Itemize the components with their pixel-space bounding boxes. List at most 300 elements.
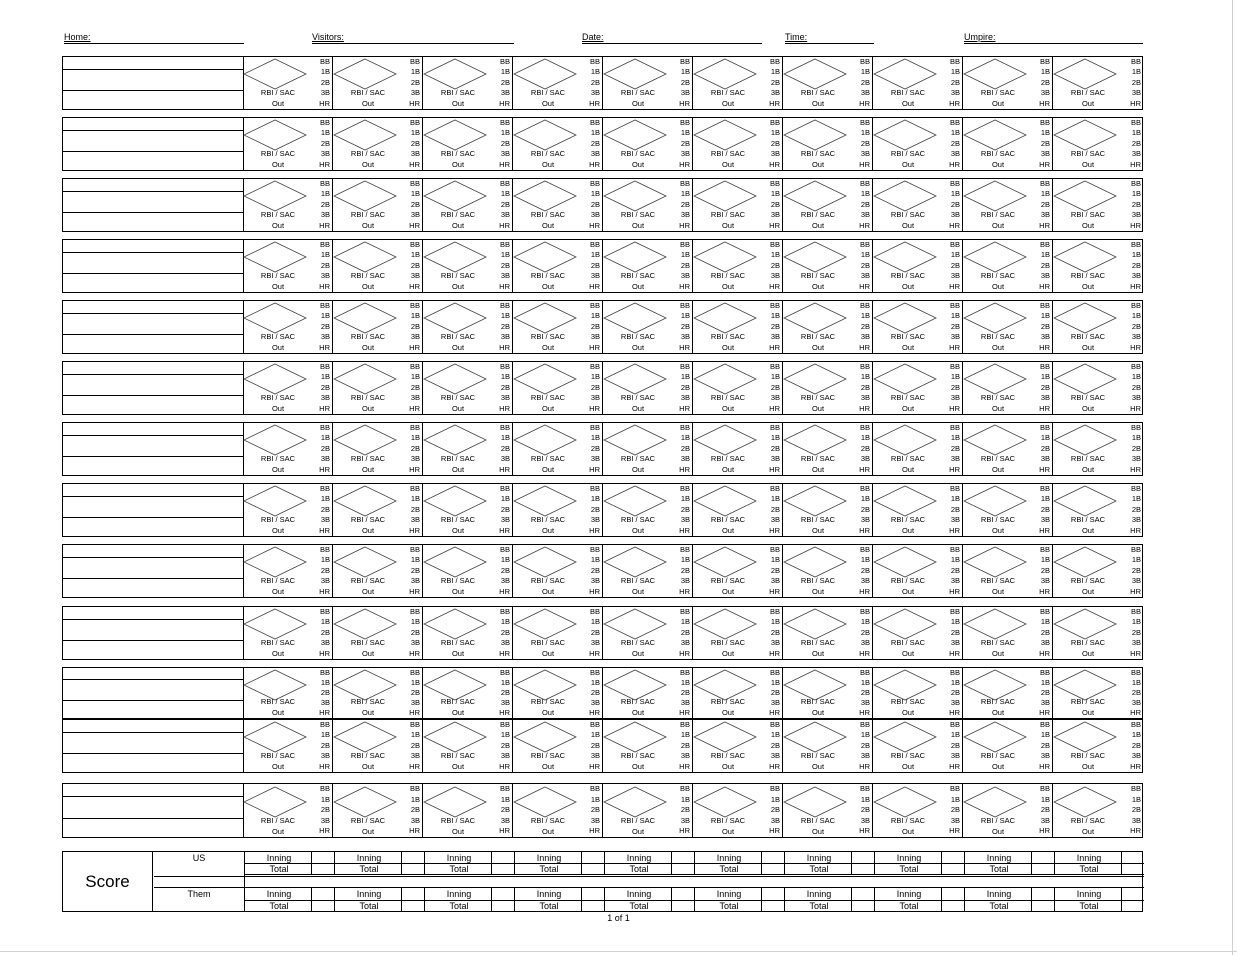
inning-cell[interactable] <box>693 423 783 475</box>
inning-cell[interactable] <box>783 362 873 414</box>
inning-cell[interactable] <box>963 607 1053 659</box>
inning-cell[interactable] <box>963 179 1053 231</box>
batter-name-box[interactable] <box>63 423 244 475</box>
inning-cell[interactable] <box>1053 784 1143 837</box>
inning-cell[interactable] <box>423 179 513 231</box>
bases-list <box>859 179 870 231</box>
base-label: 3B <box>950 332 960 342</box>
base-label: BB <box>769 301 780 310</box>
inning-cell[interactable] <box>783 118 873 170</box>
inning-cell[interactable] <box>1053 301 1143 353</box>
base-label: 3B <box>1131 332 1141 342</box>
inning-cell[interactable] <box>423 240 513 292</box>
inning-cell[interactable] <box>873 668 963 718</box>
inning-cell[interactable] <box>423 484 513 536</box>
inning-cell[interactable] <box>693 179 783 231</box>
out-label: Out <box>541 526 555 535</box>
base-label: HR <box>499 586 510 596</box>
inning-cell[interactable] <box>693 784 783 837</box>
base-label: HR <box>499 648 510 658</box>
inning-cell[interactable] <box>513 545 603 597</box>
inning-cell[interactable] <box>513 784 603 837</box>
inning-cell[interactable] <box>963 240 1053 292</box>
out-label: Out <box>901 708 915 717</box>
out-label: Out <box>271 99 285 108</box>
inning-cell[interactable] <box>693 57 783 109</box>
inning-cell[interactable] <box>873 301 963 353</box>
inning-cell[interactable] <box>423 57 513 109</box>
inning-cell[interactable] <box>1053 484 1143 536</box>
out-label: Out <box>361 343 375 352</box>
out-label: Out <box>271 282 285 291</box>
batter-name-box[interactable] <box>63 179 244 231</box>
inning-cell[interactable] <box>693 668 783 718</box>
base-label: HR <box>499 220 510 230</box>
base-label: BB <box>499 720 510 729</box>
inning-cell[interactable] <box>693 607 783 659</box>
out-label: Out <box>451 708 465 717</box>
base-label: 3B <box>1131 638 1141 648</box>
base-label: 2B <box>680 382 690 392</box>
inning-cell[interactable] <box>1053 545 1143 597</box>
base-label: HR <box>499 525 510 535</box>
base-label: 3B <box>320 393 330 403</box>
bases-list <box>499 668 510 718</box>
base-label: 1B <box>1040 730 1050 740</box>
home-field[interactable] <box>64 32 244 44</box>
diamond-shape <box>694 425 756 455</box>
rbi-sac-label: RBI / SAC <box>710 515 746 524</box>
base-label: 3B <box>860 88 870 98</box>
inning-cell[interactable] <box>603 301 693 353</box>
base-label: HR <box>679 281 690 291</box>
base-label: HR <box>409 403 420 413</box>
inning-cell[interactable] <box>513 362 603 414</box>
inning-cell[interactable] <box>783 57 873 109</box>
bases-list <box>589 668 600 718</box>
base-label: 1B <box>1131 494 1141 504</box>
inning-cell[interactable] <box>333 607 423 659</box>
rbi-sac-label: RBI / SAC <box>710 638 746 647</box>
inning-cell[interactable] <box>873 607 963 659</box>
base-label: BB <box>589 57 600 66</box>
inning-cell[interactable] <box>333 240 423 292</box>
base-label: 2B <box>950 260 960 270</box>
inning-cell[interactable] <box>783 607 873 659</box>
base-label: 3B <box>320 638 330 648</box>
inning-cell[interactable] <box>603 668 693 718</box>
diamond-shape <box>604 670 666 700</box>
rbi-sac-label: RBI / SAC <box>890 638 926 647</box>
base-label: 1B <box>1131 678 1141 687</box>
batter-name-box[interactable] <box>63 607 244 659</box>
inning-cell[interactable] <box>333 362 423 414</box>
inning-cell[interactable] <box>783 484 873 536</box>
inning-cell[interactable] <box>423 545 513 597</box>
diamond-shape <box>604 609 666 639</box>
batter-name-box[interactable] <box>63 301 244 353</box>
inning-cell[interactable] <box>963 720 1053 772</box>
diamond-shape <box>244 181 306 211</box>
inning-cell[interactable] <box>963 301 1053 353</box>
inning-cell[interactable] <box>603 784 693 837</box>
name-divider <box>63 456 244 457</box>
inning-cell[interactable] <box>963 423 1053 475</box>
inning-cell[interactable] <box>783 301 873 353</box>
base-label: 3B <box>950 515 960 525</box>
base-label: BB <box>859 484 870 493</box>
base-label: BB <box>679 720 690 729</box>
time-field[interactable] <box>785 32 874 44</box>
rbi-sac-label: RBI / SAC <box>350 576 386 585</box>
bases-list <box>319 179 330 231</box>
inning-cell[interactable] <box>513 57 603 109</box>
base-label: 3B <box>1040 454 1050 464</box>
inning-cell[interactable] <box>693 240 783 292</box>
rbi-sac-label: RBI / SAC <box>800 210 836 219</box>
base-label: 1B <box>1040 372 1050 382</box>
inning-cell[interactable] <box>603 423 693 475</box>
inning-cell[interactable] <box>513 240 603 292</box>
base-label: BB <box>679 301 690 310</box>
base-label: BB <box>499 118 510 127</box>
inning-cell[interactable] <box>423 607 513 659</box>
rbi-sac-label: RBI / SAC <box>620 576 656 585</box>
batter-name-box[interactable] <box>63 784 244 837</box>
inning-cell[interactable] <box>873 118 963 170</box>
inning-cell[interactable] <box>1053 240 1143 292</box>
inning-cell[interactable] <box>693 545 783 597</box>
inning-cell[interactable] <box>243 720 333 772</box>
inning-cell[interactable] <box>603 607 693 659</box>
base-label: HR <box>319 826 330 836</box>
rbi-sac-label: RBI / SAC <box>980 149 1016 158</box>
base-label: BB <box>769 784 780 793</box>
inning-cell[interactable] <box>513 301 603 353</box>
inning-cell[interactable] <box>783 545 873 597</box>
them-inning-label: Inning <box>986 889 1012 899</box>
bases-list <box>499 545 510 597</box>
inning-cell[interactable] <box>603 720 693 772</box>
inning-cell[interactable] <box>333 484 423 536</box>
inning-cell[interactable] <box>423 362 513 414</box>
inning-cell[interactable] <box>333 423 423 475</box>
bases-list <box>589 545 600 597</box>
diamond-shape <box>244 425 306 455</box>
base-label: 3B <box>1131 576 1141 586</box>
inning-cell[interactable] <box>963 784 1053 837</box>
base-label: 3B <box>1131 271 1141 281</box>
bases-list <box>1039 423 1050 475</box>
base-label: 2B <box>1040 627 1050 637</box>
batter-name-box[interactable] <box>63 118 244 170</box>
inning-cell[interactable] <box>693 362 783 414</box>
inning-cell[interactable] <box>603 57 693 109</box>
bases-list <box>679 607 690 659</box>
inning-cell[interactable] <box>513 720 603 772</box>
inning-cell[interactable] <box>1053 362 1143 414</box>
inning-cell[interactable] <box>513 484 603 536</box>
bases-list <box>1130 668 1141 718</box>
base-label: BB <box>319 607 330 616</box>
inning-cell[interactable] <box>693 484 783 536</box>
us-inning-label: Inning <box>806 853 832 863</box>
inning-cell[interactable] <box>963 57 1053 109</box>
out-label: Out <box>1081 762 1095 771</box>
bases-list <box>859 423 870 475</box>
base-label: 1B <box>1040 555 1050 565</box>
inning-cell[interactable] <box>333 784 423 837</box>
diamond-shape <box>784 486 846 516</box>
page-edge-right <box>1232 0 1233 955</box>
base-label: 1B <box>1040 311 1050 321</box>
base-label: BB <box>679 118 690 127</box>
inning-cell[interactable] <box>333 118 423 170</box>
date-field[interactable] <box>582 32 762 44</box>
out-label: Out <box>721 160 735 169</box>
diamond-shape <box>334 303 396 333</box>
diamond-shape <box>424 181 486 211</box>
inning-cell[interactable] <box>963 545 1053 597</box>
inning-cell[interactable] <box>423 720 513 772</box>
base-label: 2B <box>770 321 780 331</box>
rbi-sac-label: RBI / SAC <box>1070 454 1106 463</box>
out-label: Out <box>451 649 465 658</box>
inning-cell[interactable] <box>783 423 873 475</box>
them-total-label: Total <box>269 901 289 911</box>
base-label: 2B <box>680 138 690 148</box>
inning-cell[interactable] <box>963 362 1053 414</box>
inning-cell[interactable] <box>693 301 783 353</box>
base-label: BB <box>769 668 780 677</box>
inning-cell[interactable] <box>333 57 423 109</box>
bases-list <box>409 545 420 597</box>
inning-cell[interactable] <box>603 240 693 292</box>
inning-cell[interactable] <box>963 668 1053 718</box>
base-label: 1B <box>320 494 330 504</box>
inning-cell[interactable] <box>873 362 963 414</box>
out-label: Out <box>631 827 645 836</box>
inning-cell[interactable] <box>243 301 333 353</box>
out-label: Out <box>361 587 375 596</box>
inning-cell[interactable] <box>243 668 333 718</box>
batter-name-box[interactable] <box>63 484 244 536</box>
inning-cell[interactable] <box>963 484 1053 536</box>
umpire-field[interactable] <box>964 32 1143 44</box>
base-label: 2B <box>680 565 690 575</box>
base-label: BB <box>319 668 330 677</box>
base-label: 3B <box>410 576 420 586</box>
inning-cell[interactable] <box>333 301 423 353</box>
base-label: HR <box>679 586 690 596</box>
inning-cell[interactable] <box>243 57 333 109</box>
inning-cell[interactable] <box>873 179 963 231</box>
base-label: 2B <box>410 77 420 87</box>
base-label: HR <box>1039 525 1050 535</box>
inning-cell[interactable] <box>873 240 963 292</box>
inning-cell[interactable] <box>873 545 963 597</box>
rbi-sac-label: RBI / SAC <box>260 88 296 97</box>
inning-cell[interactable] <box>423 784 513 837</box>
inning-cell[interactable] <box>603 484 693 536</box>
batter-row <box>62 422 1143 476</box>
base-label: BB <box>499 362 510 371</box>
diamond-shape <box>1054 486 1116 516</box>
diamond-shape <box>244 364 306 394</box>
base-label: 2B <box>590 199 600 209</box>
diamond-shape <box>964 120 1026 150</box>
batter-name-box[interactable] <box>63 668 244 718</box>
inning-cell[interactable] <box>243 179 333 231</box>
base-label: 3B <box>590 393 600 403</box>
batter-name-box[interactable] <box>63 57 244 109</box>
inning-cell[interactable] <box>873 784 963 837</box>
base-label: 1B <box>1131 67 1141 77</box>
inning-cell[interactable] <box>603 362 693 414</box>
inning-cell[interactable] <box>1053 118 1143 170</box>
inning-cell[interactable] <box>603 545 693 597</box>
batter-name-box[interactable] <box>63 545 244 597</box>
base-label: BB <box>499 784 510 793</box>
bases-list <box>949 545 960 597</box>
base-label: 2B <box>770 740 780 750</box>
diamond-shape <box>874 670 936 700</box>
inning-cell[interactable] <box>423 118 513 170</box>
inning-cell[interactable] <box>963 118 1053 170</box>
inning-cell[interactable] <box>1053 720 1143 772</box>
rbi-sac-label: RBI / SAC <box>260 515 296 524</box>
us-total-label: Total <box>989 864 1009 874</box>
out-label: Out <box>811 827 825 836</box>
base-label: 2B <box>1040 382 1050 392</box>
bases-list <box>319 301 330 353</box>
rbi-sac-label: RBI / SAC <box>890 393 926 402</box>
batter-name-box[interactable] <box>63 240 244 292</box>
inning-cell[interactable] <box>513 118 603 170</box>
visitors-field[interactable] <box>312 32 514 44</box>
inning-cell[interactable] <box>873 57 963 109</box>
base-label: 1B <box>410 67 420 77</box>
base-label: 3B <box>770 815 780 825</box>
inning-cell[interactable] <box>603 118 693 170</box>
diamond-shape <box>604 486 666 516</box>
rbi-sac-label: RBI / SAC <box>980 576 1016 585</box>
base-label: 3B <box>1131 454 1141 464</box>
out-label: Out <box>541 762 555 771</box>
inning-cell[interactable] <box>1053 607 1143 659</box>
base-label: 2B <box>1131 321 1141 331</box>
inning-cell[interactable] <box>1053 668 1143 718</box>
batter-name-box[interactable] <box>63 720 244 772</box>
base-label: 2B <box>770 382 780 392</box>
base-label: 3B <box>770 149 780 159</box>
inning-cell[interactable] <box>1053 57 1143 109</box>
rbi-sac-label: RBI / SAC <box>890 332 926 341</box>
inning-cell[interactable] <box>423 668 513 718</box>
diamond-shape <box>784 670 846 700</box>
inning-cell[interactable] <box>603 179 693 231</box>
inning-cell[interactable] <box>513 607 603 659</box>
batter-name-box[interactable] <box>63 362 244 414</box>
out-label: Out <box>361 526 375 535</box>
inning-cell[interactable] <box>783 179 873 231</box>
inning-cell[interactable] <box>333 668 423 718</box>
base-label: 3B <box>950 751 960 761</box>
inning-cell[interactable] <box>513 179 603 231</box>
inning-cell[interactable] <box>693 720 783 772</box>
base-label: 3B <box>320 815 330 825</box>
inning-cell[interactable] <box>1053 179 1143 231</box>
name-divider <box>63 313 244 314</box>
inning-cell[interactable] <box>513 668 603 718</box>
out-label: Out <box>811 762 825 771</box>
base-label: 2B <box>770 688 780 697</box>
bases-list <box>1130 179 1141 231</box>
inning-cell[interactable] <box>783 784 873 837</box>
inning-cell[interactable] <box>873 423 963 475</box>
base-label: 2B <box>770 443 780 453</box>
inning-cell[interactable] <box>243 607 333 659</box>
base-label: 2B <box>1131 443 1141 453</box>
inning-cell[interactable] <box>783 720 873 772</box>
rbi-sac-label: RBI / SAC <box>710 332 746 341</box>
inning-cell[interactable] <box>243 423 333 475</box>
us-inning-label: Inning <box>446 853 472 863</box>
rbi-sac-label: RBI / SAC <box>1070 88 1106 97</box>
base-label: HR <box>1130 464 1141 474</box>
inning-cell[interactable] <box>873 484 963 536</box>
base-label: 1B <box>410 372 420 382</box>
base-label: 3B <box>1040 515 1050 525</box>
inning-cell[interactable] <box>243 545 333 597</box>
out-label: Out <box>451 465 465 474</box>
inning-cell[interactable] <box>513 423 603 475</box>
base-label: 1B <box>770 128 780 138</box>
inning-cell[interactable] <box>333 179 423 231</box>
inning-cell[interactable] <box>333 545 423 597</box>
base-label: 3B <box>770 515 780 525</box>
base-label: 1B <box>680 494 690 504</box>
inning-cell[interactable] <box>423 423 513 475</box>
base-label: BB <box>1039 362 1050 371</box>
diamond-shape <box>964 425 1026 455</box>
inning-cell[interactable] <box>873 720 963 772</box>
inning-cell[interactable] <box>333 720 423 772</box>
out-label: Out <box>361 649 375 658</box>
bases-list <box>1130 301 1141 353</box>
inning-cell[interactable] <box>243 240 333 292</box>
base-label: BB <box>949 118 960 127</box>
inning-cell[interactable] <box>783 668 873 718</box>
inning-cell[interactable] <box>243 484 333 536</box>
base-label: 1B <box>320 311 330 321</box>
inning-cell[interactable] <box>243 118 333 170</box>
name-divider <box>63 496 244 497</box>
inning-cell[interactable] <box>693 118 783 170</box>
out-label: Out <box>1081 282 1095 291</box>
base-label: 1B <box>410 555 420 565</box>
inning-cell[interactable] <box>243 362 333 414</box>
base-label: 2B <box>950 382 960 392</box>
inning-cell[interactable] <box>783 240 873 292</box>
name-divider <box>63 69 244 70</box>
batter-row <box>62 300 1143 354</box>
diamond-shape <box>874 59 936 89</box>
inning-cell[interactable] <box>243 784 333 837</box>
inning-cell[interactable] <box>423 301 513 353</box>
inning-cell[interactable] <box>1053 423 1143 475</box>
them-total-label: Total <box>539 901 559 911</box>
